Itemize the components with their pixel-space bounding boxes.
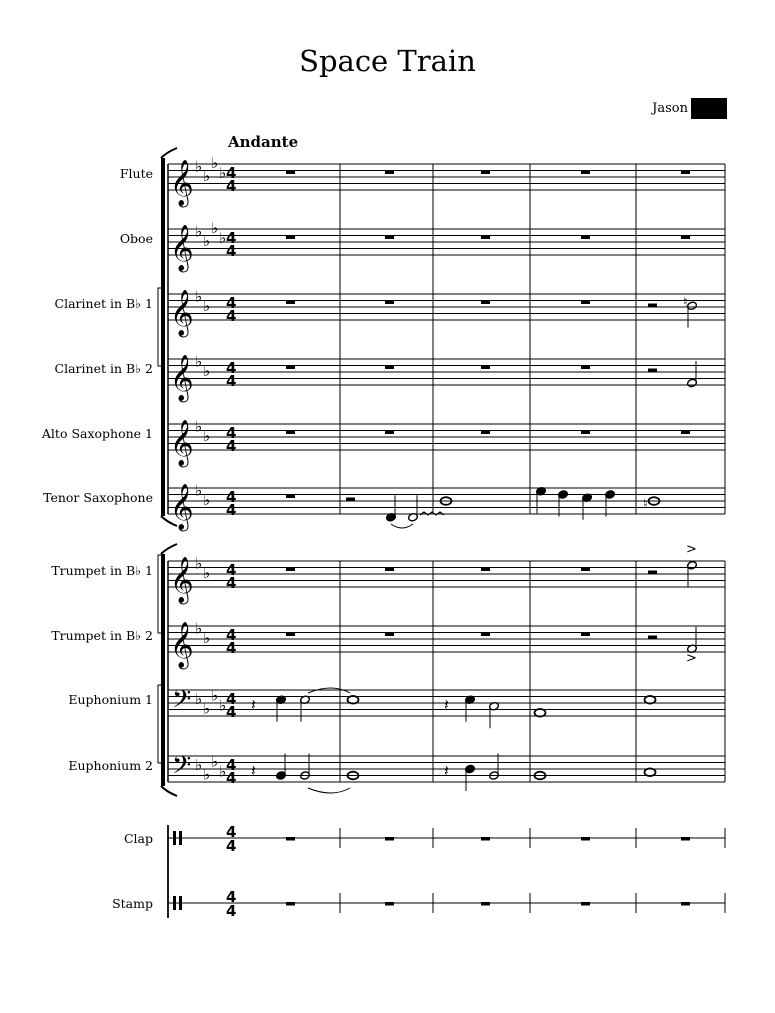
time-signature-denominator: 4 <box>226 437 237 455</box>
instrument-label-tenor-sax: Tenor Saxophone <box>43 490 153 505</box>
flat-accidental: ♭ <box>203 629 211 647</box>
percussion-clef-icon <box>173 831 176 845</box>
treble-clef-icon: 𝄞 <box>170 290 194 336</box>
time-signature-denominator: 4 <box>226 574 237 592</box>
natural-accidental: ♮ <box>643 497 648 512</box>
time-signature-denominator: 4 <box>226 372 237 390</box>
flat-accidental: ♭ <box>195 157 203 176</box>
whole-rest <box>286 902 295 906</box>
flat-accidental: ♭ <box>203 232 211 250</box>
time-signature-numerator: 4 <box>226 626 237 644</box>
flat-accidental: ♭ <box>195 287 203 306</box>
time-signature-numerator: 4 <box>226 690 237 708</box>
whole-rest <box>385 236 394 240</box>
whole-rest <box>286 301 295 305</box>
flat-accidental: ♭ <box>195 352 203 371</box>
whole-rest <box>681 837 690 841</box>
instrument-label-euphonium-1: Euphonium 1 <box>68 692 153 707</box>
whole-note <box>348 696 359 704</box>
flat-accidental: ♭ <box>211 686 219 705</box>
tie <box>308 688 350 693</box>
flat-accidental: ♭ <box>195 689 203 708</box>
instrument-label-alto-sax: Alto Saxophone 1 <box>41 426 153 441</box>
treble-clef-icon: 𝄞 <box>170 557 194 603</box>
time-signature-denominator: 4 <box>226 501 237 519</box>
whole-rest <box>385 366 394 370</box>
whole-rest <box>481 366 490 370</box>
whole-rest <box>681 171 690 175</box>
glissando <box>420 512 444 515</box>
half-rest <box>648 304 657 308</box>
instrument-label-euphonium-2: Euphonium 2 <box>68 758 153 773</box>
system-bracket <box>161 158 165 516</box>
treble-clef-icon: 𝄞 <box>170 420 194 466</box>
whole-note <box>645 768 656 776</box>
score-title: Space Train <box>299 44 476 78</box>
treble-clef-icon: 𝄞 <box>170 160 194 206</box>
flat-accidental: ♭ <box>203 491 211 509</box>
time-signature-numerator: 4 <box>226 294 237 312</box>
half-rest <box>346 498 355 502</box>
whole-rest <box>581 236 590 240</box>
whole-rest <box>481 902 490 906</box>
quarter-rest: 𝄽 <box>444 695 449 714</box>
whole-rest <box>385 837 394 841</box>
whole-rest <box>286 568 295 572</box>
tie <box>308 788 350 793</box>
whole-rest <box>481 171 490 175</box>
whole-rest <box>581 633 590 637</box>
time-signature-numerator: 4 <box>226 823 237 841</box>
whole-rest <box>481 568 490 572</box>
whole-note <box>535 709 546 717</box>
time-signature-numerator: 4 <box>226 888 237 906</box>
instrument-label-oboe: Oboe <box>119 231 153 246</box>
time-signature-denominator: 4 <box>226 177 237 195</box>
instrument-label-trumpet-1: Trumpet in B♭ 1 <box>51 563 153 578</box>
time-signature-numerator: 4 <box>226 756 237 774</box>
whole-rest <box>286 495 295 499</box>
flat-accidental: ♭ <box>211 752 219 771</box>
flat-accidental: ♭ <box>219 228 227 247</box>
whole-rest <box>581 301 590 305</box>
flat-accidental: ♭ <box>195 417 203 436</box>
whole-rest <box>286 633 295 637</box>
bracket-hook <box>161 786 177 796</box>
quarter-rest: 𝄽 <box>251 695 256 714</box>
time-signature-denominator: 4 <box>226 307 237 325</box>
flat-accidental: ♭ <box>203 699 211 718</box>
whole-rest <box>681 902 690 906</box>
flat-accidental: ♭ <box>211 154 219 172</box>
bass-clef-icon: 𝄢 <box>172 685 192 720</box>
whole-rest <box>481 236 490 240</box>
half-rest <box>648 636 657 640</box>
flat-accidental: ♭ <box>195 481 203 500</box>
flat-accidental: ♭ <box>195 755 203 774</box>
half-rest <box>648 369 657 373</box>
flat-accidental: ♭ <box>195 554 203 573</box>
whole-rest <box>581 568 590 572</box>
time-signature-numerator: 4 <box>226 561 237 579</box>
flat-accidental: ♭ <box>195 222 203 241</box>
instrument-label-stamp: Stamp <box>112 896 153 911</box>
time-signature-denominator: 4 <box>226 242 237 260</box>
percussion-clef-icon <box>179 896 182 910</box>
flat-accidental: ♭ <box>203 564 211 582</box>
bracket-hook <box>161 148 177 158</box>
whole-rest <box>581 837 590 841</box>
flat-accidental: ♭ <box>211 219 219 237</box>
whole-rest <box>581 171 590 175</box>
time-signature-numerator: 4 <box>226 164 237 182</box>
accent-mark: > <box>686 651 697 666</box>
flat-accidental: ♭ <box>203 297 211 315</box>
flat-accidental: ♭ <box>219 163 227 182</box>
whole-rest <box>286 171 295 175</box>
flat-accidental: ♭ <box>219 762 227 781</box>
half-rest <box>648 571 657 575</box>
whole-rest <box>385 171 394 175</box>
whole-rest <box>481 633 490 637</box>
time-signature-numerator: 4 <box>226 424 237 442</box>
time-signature-denominator: 4 <box>226 837 237 855</box>
tempo-marking: Andante <box>228 133 299 151</box>
tie <box>391 524 413 528</box>
instrument-label-clarinet-2: Clarinet in B♭ 2 <box>54 361 153 376</box>
percussion-clef-icon <box>173 896 176 910</box>
whole-rest <box>286 837 295 841</box>
whole-rest <box>481 837 490 841</box>
natural-accidental: ♮ <box>683 295 688 310</box>
treble-clef-icon: 𝄞 <box>170 484 194 530</box>
time-signature-denominator: 4 <box>226 703 237 721</box>
whole-note <box>645 696 656 704</box>
whole-rest <box>581 902 590 906</box>
instrument-label-flute: Flute <box>119 166 153 181</box>
flat-accidental: ♭ <box>203 427 211 445</box>
flat-accidental: ♭ <box>195 619 203 638</box>
whole-rest <box>481 301 490 305</box>
whole-rest <box>581 366 590 370</box>
time-signature-numerator: 4 <box>226 488 237 506</box>
whole-rest <box>385 431 394 435</box>
whole-rest <box>286 236 295 240</box>
time-signature-numerator: 4 <box>226 359 237 377</box>
time-signature-denominator: 4 <box>226 769 237 787</box>
flat-accidental: ♭ <box>203 765 211 784</box>
instrument-label-trumpet-2: Trumpet in B♭ 2 <box>51 628 153 643</box>
flat-accidental: ♭ <box>203 167 211 185</box>
treble-clef-icon: 𝄞 <box>170 225 194 271</box>
treble-clef-icon: 𝄞 <box>170 622 194 668</box>
bass-clef-icon: 𝄢 <box>172 751 192 786</box>
time-signature-numerator: 4 <box>226 229 237 247</box>
time-signature-denominator: 4 <box>226 902 237 920</box>
whole-rest <box>385 633 394 637</box>
whole-rest <box>581 431 590 435</box>
whole-rest <box>385 301 394 305</box>
whole-rest <box>286 366 295 370</box>
time-signature-denominator: 4 <box>226 639 237 657</box>
composer-name: Jason <box>652 101 688 116</box>
instrument-label-clarinet-1: Clarinet in B♭ 1 <box>54 296 153 311</box>
system-bracket <box>161 554 165 786</box>
whole-rest <box>681 431 690 435</box>
whole-rest <box>681 236 690 240</box>
flat-accidental: ♭ <box>203 362 211 380</box>
treble-clef-icon: 𝄞 <box>170 355 194 401</box>
accent-mark: > <box>686 542 697 557</box>
bracket-hook <box>161 544 177 554</box>
quarter-rest: 𝄽 <box>444 761 449 780</box>
percussion-clef-icon <box>179 831 182 845</box>
whole-rest <box>385 902 394 906</box>
quarter-rest: 𝄽 <box>251 761 256 780</box>
whole-rest <box>385 568 394 572</box>
whole-rest <box>481 431 490 435</box>
instrument-label-clap: Clap <box>123 831 153 846</box>
whole-rest <box>286 431 295 435</box>
flat-accidental: ♭ <box>219 696 227 715</box>
